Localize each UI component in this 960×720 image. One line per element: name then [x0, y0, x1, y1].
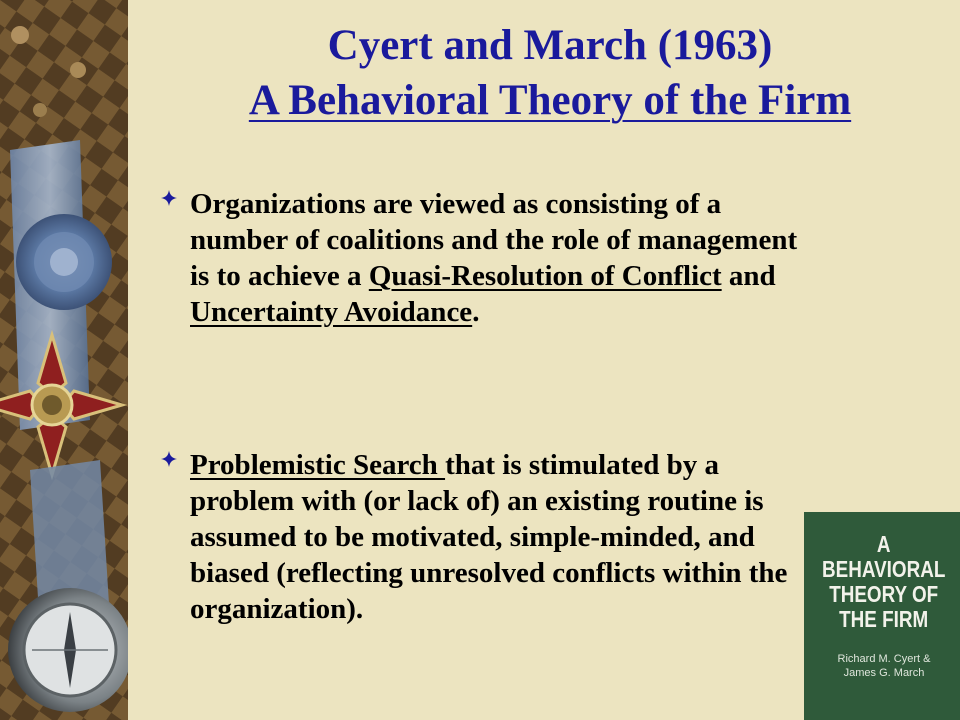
bullet-item-1 [160, 186, 800, 330]
book-title-line: BEHAVIORAL [822, 556, 946, 582]
slide-title [150, 18, 950, 128]
diamond-bullet-icon [160, 450, 178, 468]
book-title-line: THEORY OF [829, 581, 939, 607]
book-cover-image [804, 512, 960, 720]
book-title-line: THE FIRM [839, 606, 929, 632]
diamond-bullet-icon [160, 189, 178, 207]
bullet-1-part-3: . [472, 296, 480, 328]
book-author-line: James G. March [843, 667, 925, 679]
bullet-item-2 [160, 447, 790, 627]
book-cover-authors [814, 652, 954, 680]
book-cover-title [814, 532, 953, 632]
bullet-2-text [190, 447, 790, 627]
title-line-2: A Behavioral Theory of the Firm [248, 77, 852, 124]
quasi-resolution-term: Quasi-Resolution of Conflict [368, 260, 722, 292]
book-title-line: A [876, 531, 891, 557]
medal-and-compass-image [0, 0, 128, 720]
bullet-2-part-1: that is stimulated by a problem with (or lack of) an existing routine is assumed to be motivated, simple-minded, and biased (reflecting unresolved conflicts within the organization). [190, 449, 788, 625]
title-line-1: Cyert and March (1963) [327, 22, 773, 69]
book-author-line: Richard M. Cyert & [837, 653, 931, 665]
bullet-1-text [190, 186, 800, 330]
bullet-1-part-2: and [721, 260, 776, 292]
bullet-1-part-1: Organizations are viewed as consisting of a number of coalitions and the role of management is to achieve a [190, 188, 798, 292]
problemistic-search-term: Problemistic Search [190, 449, 446, 481]
uncertainty-avoidance-term: Uncertainty Avoidance [190, 296, 473, 328]
side-decorative-image [0, 0, 128, 720]
